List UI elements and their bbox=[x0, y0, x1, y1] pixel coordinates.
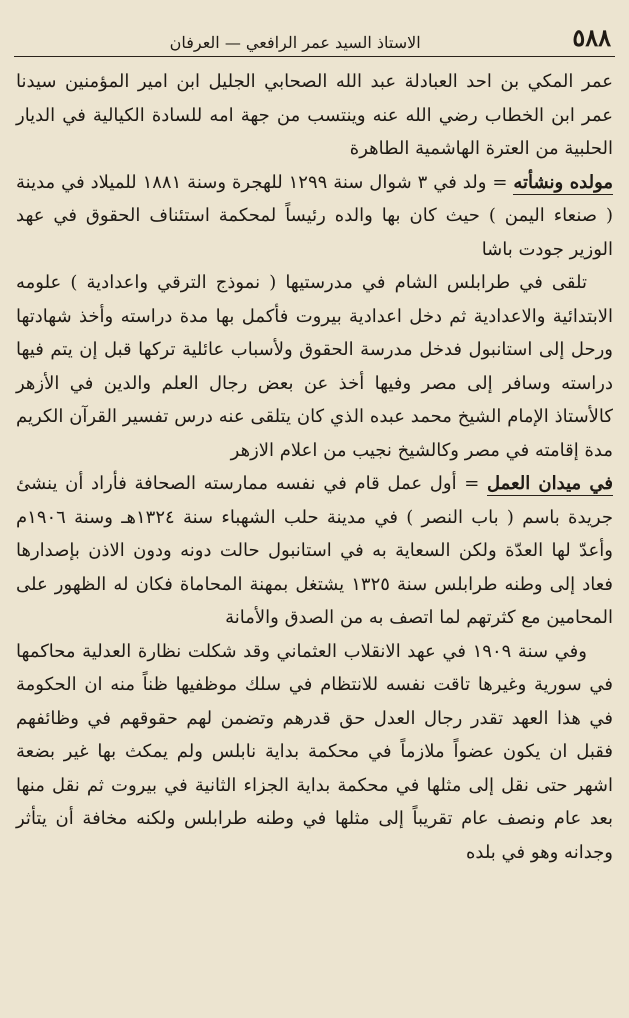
page-number: ٥٨٨ bbox=[572, 23, 611, 52]
page-header bbox=[14, 18, 615, 57]
paragraph bbox=[16, 65, 613, 166]
paragraph-text: تلقى في طرابلس الشام في مدرستيها ( نموذج الترقي واعدادية ) علومه الابتدائية والاعدادية ثم دخل اعدادية بيروت فأكمل بها مدة دراسته وأخذ شهادتها ورحل إلى استانبول فدخل مدرسة الحقوق ولأسباب عائلية تركها قبل إن يتم فيها دراسته وسافر إلى مصر وفيها أخذ عن بعض رجال العلم والدين في الأزهر كالأستاذ الإمام الشيخ محمد عبده الذي كان يتلقى عنه درس تفسير القرآن الكريم مدة إقامته في مصر وكالشيخ نجيب من اعلام الازهر bbox=[16, 272, 613, 461]
paragraph-text: وفي سنة ١٩٠٩ في عهد الانقلاب العثماني وقد شكلت نظارة العدلية محاكمها في سورية وغيرها تاقت نفسه للانتظام في سلك موظفيها ظناً منه ان الحكومة في هذا العهد تقدر رجال العدل حق قدرهم وتضمن لهم حقوقهم في وظائفهم فقبل ان يكون عضواً ملازماً في محكمة بداية نابلس ولم يمكث بها غير بضعة اشهر حتى نقل إلى مثلها في محكمة بداية الجزاء الثانية في بيروت ثم نقل منها بعد عام ونصف عام تقريباً إلى مثلها في وطنه طرابلس ولكنه مخافة أن يتأثر وجدانه وهو في بلده bbox=[16, 640, 613, 863]
paragraph bbox=[16, 635, 613, 870]
paragraph-text: = ولد في ٣ شوال سنة ١٢٩٩ للهجرة وسنة ١٨٨١ للميلاد في مدينة ( صنعاء اليمن ) حيث كان بها والده رئيساً لمحكمة استئناف الحقوق في عهد الوزير جودت باشا bbox=[16, 171, 613, 260]
paragraph bbox=[16, 467, 613, 635]
paragraph-text: = أول عمل قام في نفسه ممارسته الصحافة فأراد أن ينشئ جريدة باسم ( باب النصر ) في مدينة حلب الشهباء سنة ١٣٢٤هـ وسنة ١٩٠٦م وأعدّ لها العدّة ولكن السعاية به في استانبول حالت دونه ودون الاذن بإصدارها فعاد إلى وطنه طرابلس سنة ١٣٢٥ يشتغل بمهنة المحاماة فكان له الظهور على المحامين مع كثرتهم لما اتصف به من الصدق والأمانة bbox=[16, 473, 613, 628]
paragraph-text: عمر المكي بن احد العبادلة عبد الله الصحابي الجليل ابن امير المؤمنين سيدنا عمر ابن الخطاب رضي الله عنه وينتسب من جهة امه للسادة الكيالية في الديار الحلبية من العترة الهاشمية الطاهرة bbox=[16, 71, 613, 159]
running-head: الاستاذ السيد عمر الرافعي — العرفان bbox=[169, 33, 421, 52]
paragraph bbox=[16, 166, 613, 267]
section-label-career: في ميدان العمل bbox=[487, 473, 613, 494]
paragraph bbox=[16, 266, 613, 467]
body-text bbox=[14, 65, 615, 869]
section-label-birth: مولده ونشأته bbox=[513, 171, 614, 193]
